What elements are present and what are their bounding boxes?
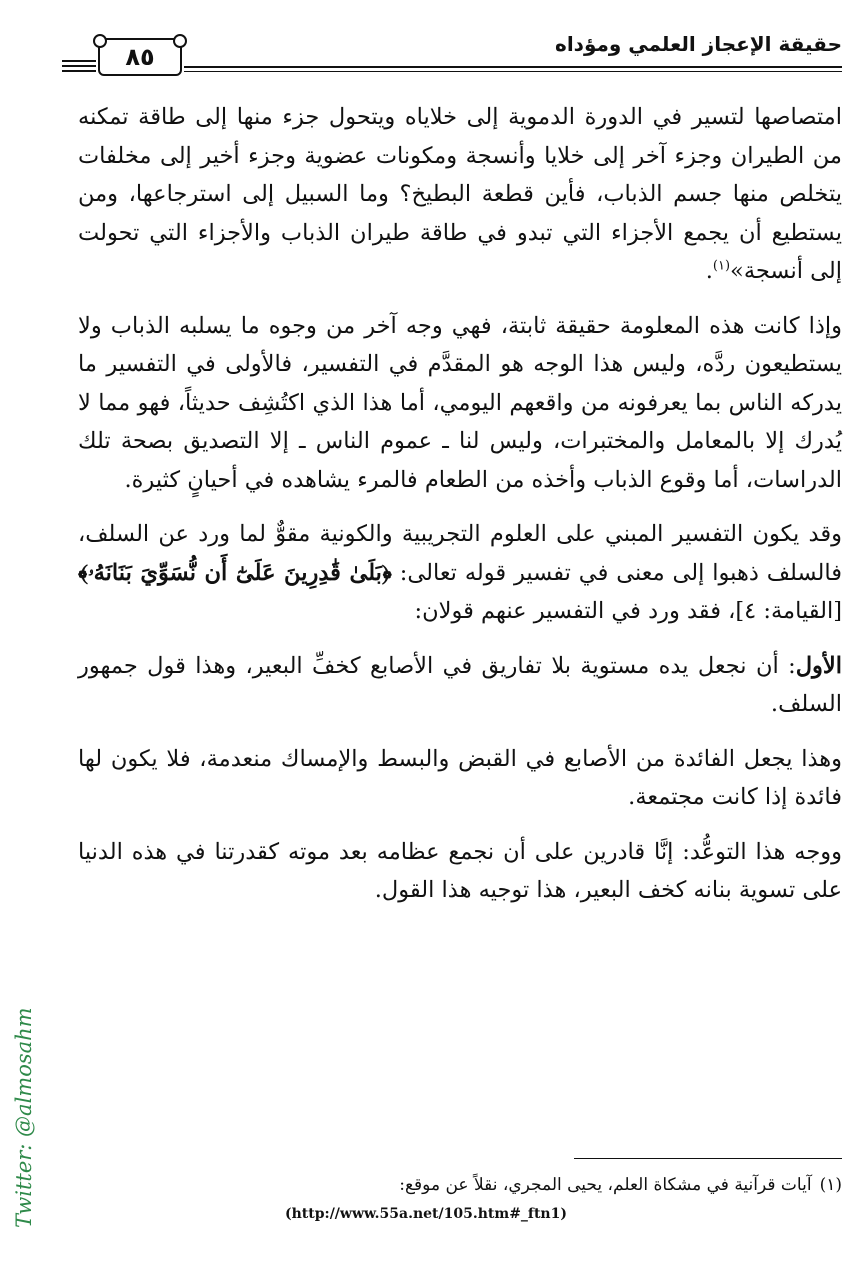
paragraph-text: امتصاصها لتسير في الدورة الدموية إلى خلاياه ويتحول جزء منها إلى طاقة تمكنه من الطيران وجزء آخر إلى خلايا وأنسجة ومكونات عضوية وجزء أخير إلى مخلفات يتخلص منها جسم الذباب، فأين قطعة البطيخ؟ وما السبيل إلى استرجاعها، ومن يستطيع أن يجمع الأجزاء التي تبدو في طاقة طيران الذباب والأجزاء التي تحولت إلى أنسجة» bbox=[78, 104, 842, 284]
header-rule bbox=[184, 71, 842, 72]
footnote-number: (١) bbox=[819, 1175, 842, 1195]
body-text bbox=[78, 98, 842, 926]
page-number-frame bbox=[98, 38, 182, 76]
header-rule bbox=[184, 66, 842, 68]
lead-word: الأول bbox=[795, 652, 842, 679]
page-header bbox=[62, 28, 842, 84]
header-rule-short bbox=[62, 60, 96, 62]
footnote-separator bbox=[574, 1158, 842, 1159]
footnote bbox=[282, 1170, 842, 1200]
footnote-url: (http://www.55a.net/105.htm#_ftn1) bbox=[285, 1206, 567, 1222]
paragraph-text: ، فقد ورد في التفسير عنهم قولان: bbox=[414, 598, 736, 624]
paragraph: ووجه هذا التوعُّد: إنَّا قادرين على أن نجمع عظامه بعد موته كقدرتنا في هذه الدنيا على تسوية بنانه كخف البعير، هذا توجيه هذا القول. bbox=[78, 838, 842, 903]
watermark-text: Twitter: @almosahm bbox=[12, 1007, 36, 1228]
paragraph bbox=[78, 647, 842, 724]
footnote-text: آيات قرآنية في مشكاة العلم، يحيى المجري، نقلاً عن موقع: bbox=[399, 1175, 812, 1195]
header-rule-short bbox=[62, 65, 96, 67]
paragraph bbox=[78, 98, 842, 291]
paragraph: وإذا كانت هذه المعلومة حقيقة ثابتة، فهي وجه آخر من وجوه ما يسلبه الذباب ولا يستطيعون ردَّه، وليس هذا الوجه هو المقدَّم في التفسير، فالأولى في التفسير ما يدركه الناس بما يعرفونه من واقعهم اليومي، أما هذا الذي اكتُشِف حديثاً، فهو مما لا يُدرك إلا بالمعامل والمختبرات، وليس لنا ـ عموم الناس ـ إلا التصديق بصحة تلك الدراسات، أما وقوع الذباب وأخذه من الطعام فالمرء يشاهده في أحيانٍ كثيرة. bbox=[78, 312, 842, 493]
footnote-reference: (١) bbox=[712, 258, 731, 274]
watermark bbox=[10, 998, 36, 1228]
header-rule-short bbox=[62, 70, 96, 72]
paragraph bbox=[78, 515, 842, 631]
paragraph: وهذا يجعل الفائدة من الأصابع في القبض والبسط والإمساك منعدمة، فلا يكون لها فائدة إذا كانت مجتمعة. bbox=[78, 745, 842, 810]
quran-verse: ﴿بَلَىٰ قَٰدِرِينَ عَلَىٰٓ أَن نُّسَوِّيَ بَنَانَهُۥ﴾ bbox=[78, 559, 392, 586]
verse-reference: [القيامة: ٤] bbox=[735, 598, 842, 624]
paragraph-text: : أن نجعل يده مستوية بلا تفاريق في الأصابع كخفِّ البعير، وهذا قول جمهور السلف. bbox=[78, 652, 842, 717]
paragraph-end: . bbox=[705, 258, 713, 284]
running-title: حقيقة الإعجاز العلمي ومؤداه bbox=[555, 32, 842, 56]
page-number: ٨٥ bbox=[125, 43, 155, 71]
paragraph-text: وقد يكون التفسير المبني على العلوم التجريبية والكونية مقوٌّ لما ورد عن السلف، فالسلف ذهبوا إلى معنى في تفسير قوله تعالى: bbox=[78, 521, 842, 586]
